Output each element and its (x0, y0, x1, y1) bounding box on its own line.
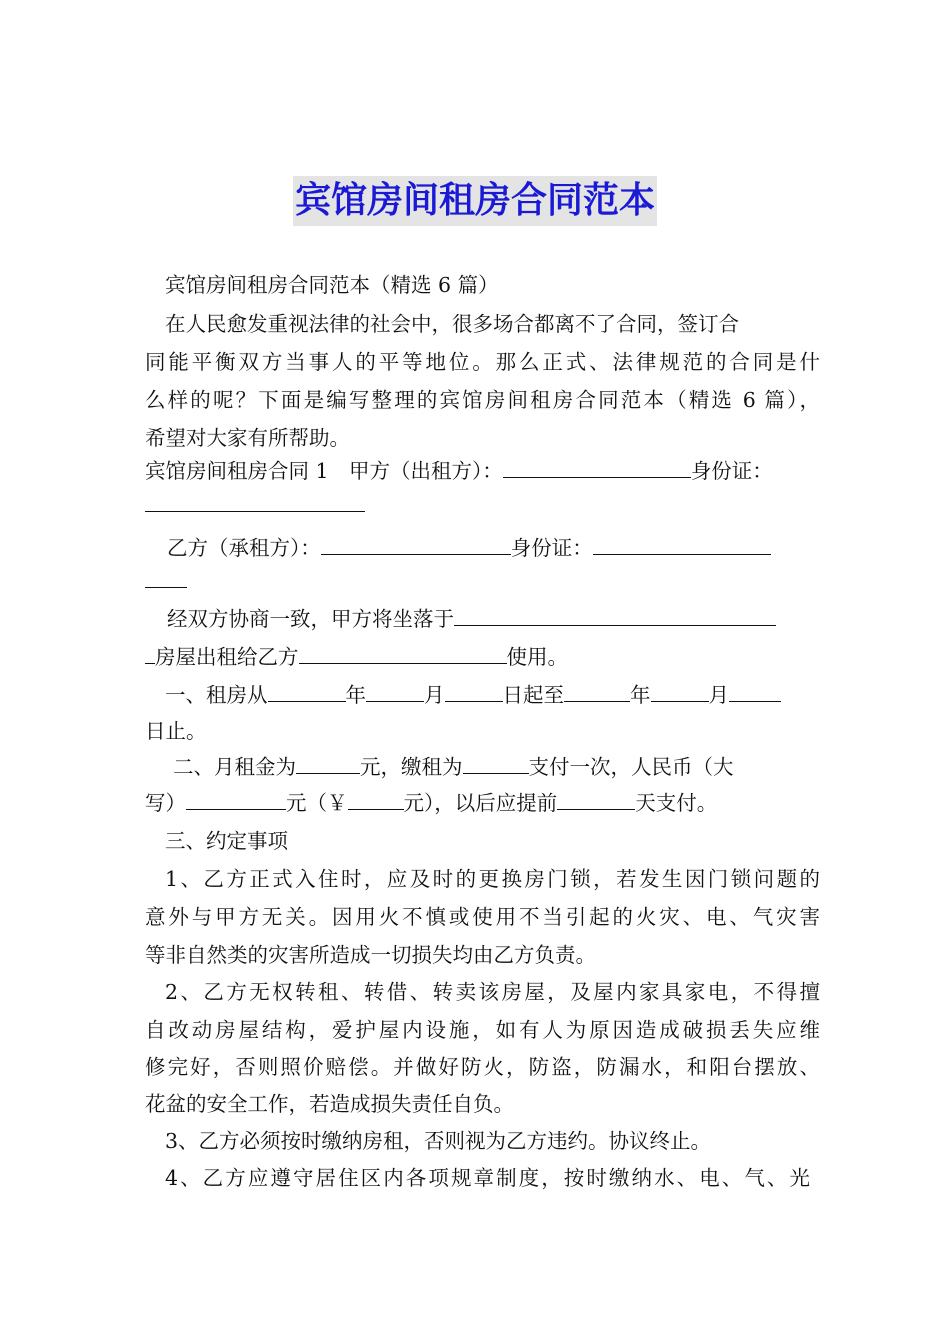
rent-to-line (145, 642, 568, 672)
party-b-name-blank[interactable] (321, 534, 511, 555)
end-day-blank[interactable] (729, 681, 781, 702)
document-title (0, 176, 950, 226)
location-blank-2[interactable] (145, 643, 155, 664)
start-year-blank[interactable] (268, 681, 346, 702)
monthly-rent-blank[interactable] (296, 753, 360, 774)
start-month-blank[interactable] (366, 681, 424, 702)
numeric-amount-blank[interactable] (348, 789, 404, 810)
term-from-label: 一、租房从 (165, 683, 268, 707)
usage-label: 使用。 (506, 645, 568, 669)
party-b-label: 乙方（承租方）： (167, 536, 321, 560)
location-line (167, 604, 776, 634)
capital-label: 写） (145, 791, 186, 815)
clause-2-line-3: 修完好，否则照价赔偿。并做好防火，防盗，防漏水，和阳台摆放、 (145, 1055, 820, 1079)
usage-blank[interactable] (299, 643, 507, 664)
clause-2-line-4: 花盆的安全工作，若造成损失责任自负。 (145, 1092, 514, 1116)
document-title-text: 宾馆房间租房合同范本 (293, 176, 657, 226)
rent-line (173, 752, 734, 782)
month-label: 月 (424, 683, 445, 707)
capital-amount-blank[interactable] (186, 789, 286, 810)
clause-4-line-1: 4、乙方应遵守居住区内各项规章制度，按时缴纳水、电、气、光 (165, 1166, 810, 1190)
party-b-id-blank[interactable] (593, 534, 771, 555)
payment-period-blank[interactable] (463, 753, 529, 774)
intro-line-2: 同能平衡双方当事人的平等地位。那么正式、法律规范的合同是什 (145, 350, 820, 374)
party-a-id-line (145, 490, 365, 520)
month-label-2: 月 (708, 683, 729, 707)
term-end-line: 日止。 (145, 719, 207, 743)
clause-1-line-1: 1、乙方正式入住时，应及时的更换房门锁，若发生因门锁问题的 (165, 867, 820, 891)
end-month-blank[interactable] (651, 681, 709, 702)
party-a-id-label: 身份证： (690, 459, 773, 483)
rmb-label: 支付一次，人民币（大 (528, 755, 734, 779)
end-year-blank[interactable] (564, 681, 630, 702)
party-a-id-blank[interactable] (145, 491, 365, 512)
intro-line-4: 希望对大家有所帮助。 (145, 426, 350, 450)
clause-1-line-2: 意外与甲方无关。因用火不慎或使用不当引起的火灾、电、气灾害 (145, 905, 820, 929)
section-3-heading: 三、约定事项 (165, 829, 288, 853)
yuan-symbol-label: 元（￥ (286, 791, 348, 815)
start-day-blank[interactable] (445, 681, 503, 702)
term-line (165, 680, 781, 710)
year-label: 年 (345, 683, 366, 707)
clause-2-line-1: 2、乙方无权转租、转借、转卖该房屋，及屋内家具家电，不得擅 (165, 980, 820, 1004)
party-a-line (145, 456, 773, 486)
party-a-name-blank[interactable] (503, 457, 691, 478)
monthly-rent-label: 二、月租金为 (173, 755, 296, 779)
clause-1-line-3: 等非自然类的灾害所造成一切损失均由乙方负责。 (145, 943, 596, 967)
clause-2-line-2: 自改动房屋结构，爱护屋内设施，如有人为原因造成破损丢失应维 (145, 1018, 820, 1042)
intro-line-3: 么样的呢？下面是编写整理的宾馆房间租房合同范本（精选 6 篇）， (145, 388, 820, 412)
days-pay-label: 天支付。 (635, 791, 718, 815)
year-label-2: 年 (630, 683, 651, 707)
intro-line-1: 在人民愈发重视法律的社会中，很多场合都离不了合同，签订合 (165, 312, 739, 336)
party-a-label: 宾馆房间租房合同 1 甲方（出租方）： (145, 459, 503, 483)
day-to-label: 日起至 (502, 683, 564, 707)
advance-label: 元），以后应提前 (403, 791, 558, 815)
party-b-id-blank-2[interactable] (145, 567, 187, 588)
party-b-line (167, 533, 771, 563)
payment-label: 元，缴租为 (360, 755, 463, 779)
location-label: 经双方协商一致，甲方将坐落于 (167, 607, 454, 631)
rent-line-2 (145, 788, 717, 818)
party-b-id-line-2 (145, 566, 187, 596)
rent-to-label: 房屋出租给乙方 (155, 645, 299, 669)
subtitle-line: 宾馆房间租房合同范本（精选 6 篇） (165, 273, 499, 297)
clause-3-line-1: 3、乙方必须按时缴纳房租，否则视为乙方违约。协议终止。 (165, 1129, 712, 1153)
party-b-id-label: 身份证： (510, 536, 593, 560)
location-blank[interactable] (454, 605, 776, 626)
advance-days-blank[interactable] (557, 789, 635, 810)
